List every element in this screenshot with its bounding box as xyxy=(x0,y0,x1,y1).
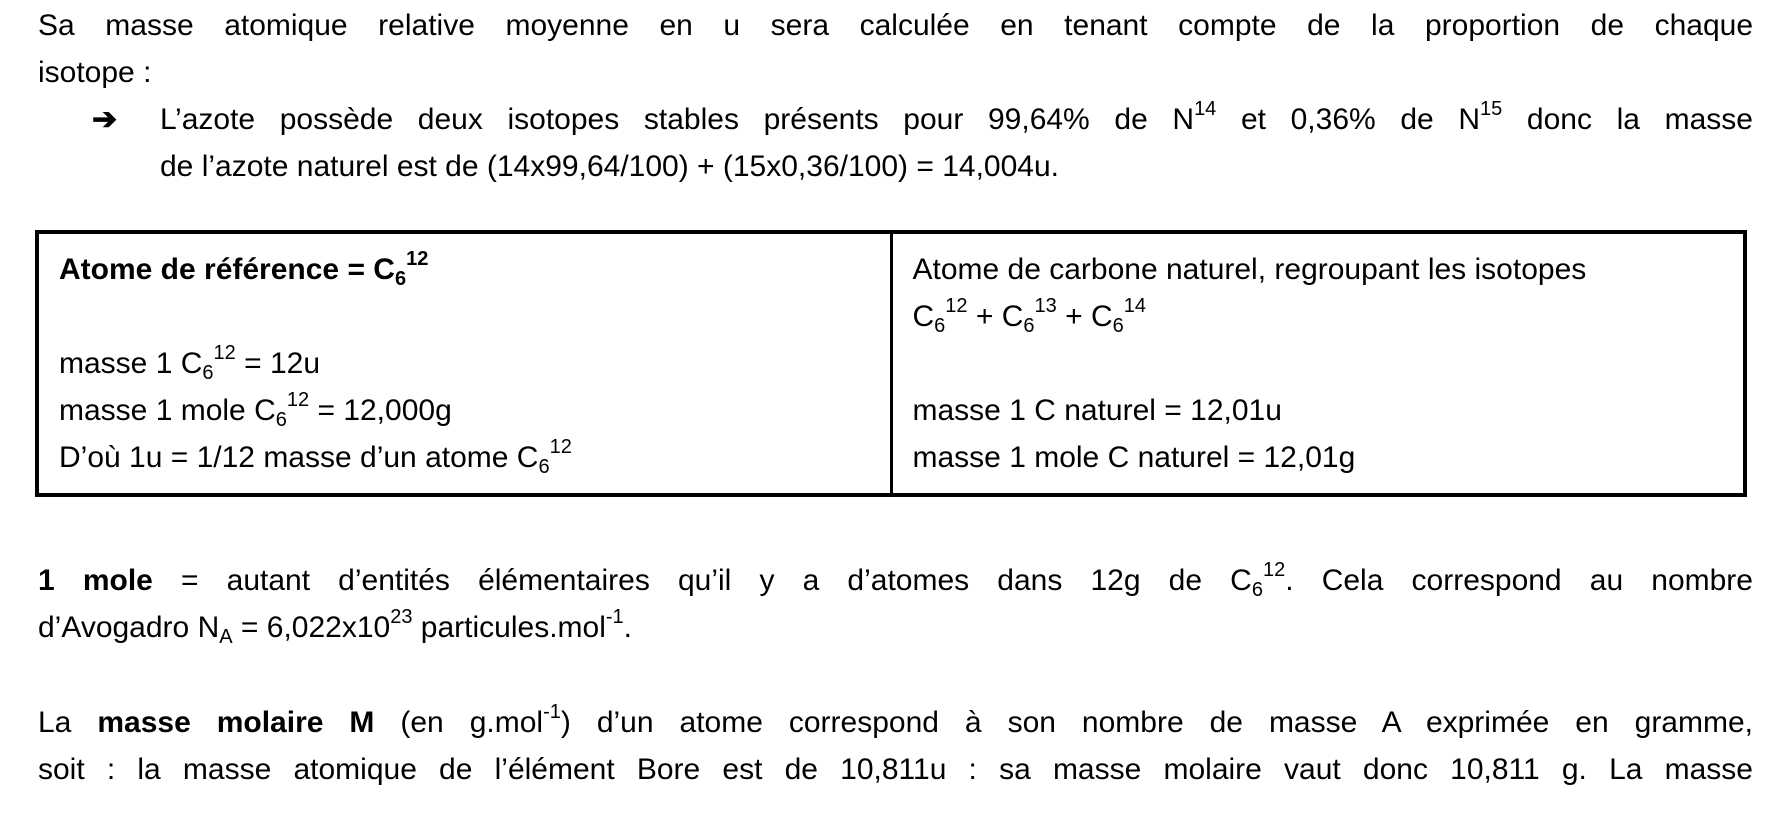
text-line: Sa masse atomique relative moyenne en u sera calculée en tenant compte de la proportion de chaque xyxy=(38,9,1753,42)
carbon-reference-table xyxy=(35,230,1747,497)
text-line xyxy=(59,293,872,340)
paragraph-mole-definition xyxy=(38,557,1753,651)
text-line: D’où 1u = 1/12 masse d’un atome $C_6^{12}$ xyxy=(59,436,572,478)
table-row xyxy=(37,232,1745,495)
table-cell-natural-carbon xyxy=(891,232,1745,495)
text-line: masse 1 C naturel = 12,01u xyxy=(912,394,1282,427)
bullet-item-text xyxy=(160,96,1753,190)
text-line: L’azote possède deux isotopes stables présents pour 99,64% de $N^{14}$ et 0,36% de $N^{15}$ donc la masse xyxy=(160,98,1753,136)
arrow-bullet-icon: ➔ xyxy=(92,103,118,136)
bullet-item-azote xyxy=(92,96,1753,190)
text-line: de l’azote naturel est de (14x99,64/100) + (15x0,36/100) = 14,004u. xyxy=(160,150,1059,183)
text-line: Atome de référence = $C_6^{12}$ xyxy=(59,248,429,290)
text-line: soit : la masse atomique de l’élément Bore est de 10,811u : sa masse molaire vaut donc 10,811 g. La masse xyxy=(38,753,1753,786)
text-line xyxy=(913,340,1726,387)
text-line: isotope : xyxy=(38,56,152,89)
paragraph-intro xyxy=(38,2,1753,96)
text-line: masse 1 mole C naturel = 12,01g xyxy=(912,441,1356,474)
text-line: 1 mole = autant d’entités élémentaires qu’il y a d’atomes dans 12g de $C_6^{12}$. Cela correspond au nombre xyxy=(38,559,1753,601)
text-line: d’Avogadro $N_A = 6,022x10^{23}$ particules.mol$^{-1}$. xyxy=(38,606,633,648)
paragraph-molar-mass xyxy=(38,699,1753,793)
text-line: $C_6^{12} + C_6^{13} + C_6^{14}$ xyxy=(912,295,1147,337)
text-line: La masse molaire M (en g.mol$^{-1}$) d’un atome correspond à son nombre de masse A exprimée en gramme, xyxy=(38,701,1753,739)
text-line: masse 1 mole $C_6^{12} = 12,000g$ xyxy=(59,389,452,431)
text-line: masse 1 $C_6^{12} = 12u$ xyxy=(59,342,321,384)
text-line: Atome de carbone naturel, regroupant les isotopes xyxy=(912,253,1587,286)
table-cell-reference-atom xyxy=(37,232,891,495)
